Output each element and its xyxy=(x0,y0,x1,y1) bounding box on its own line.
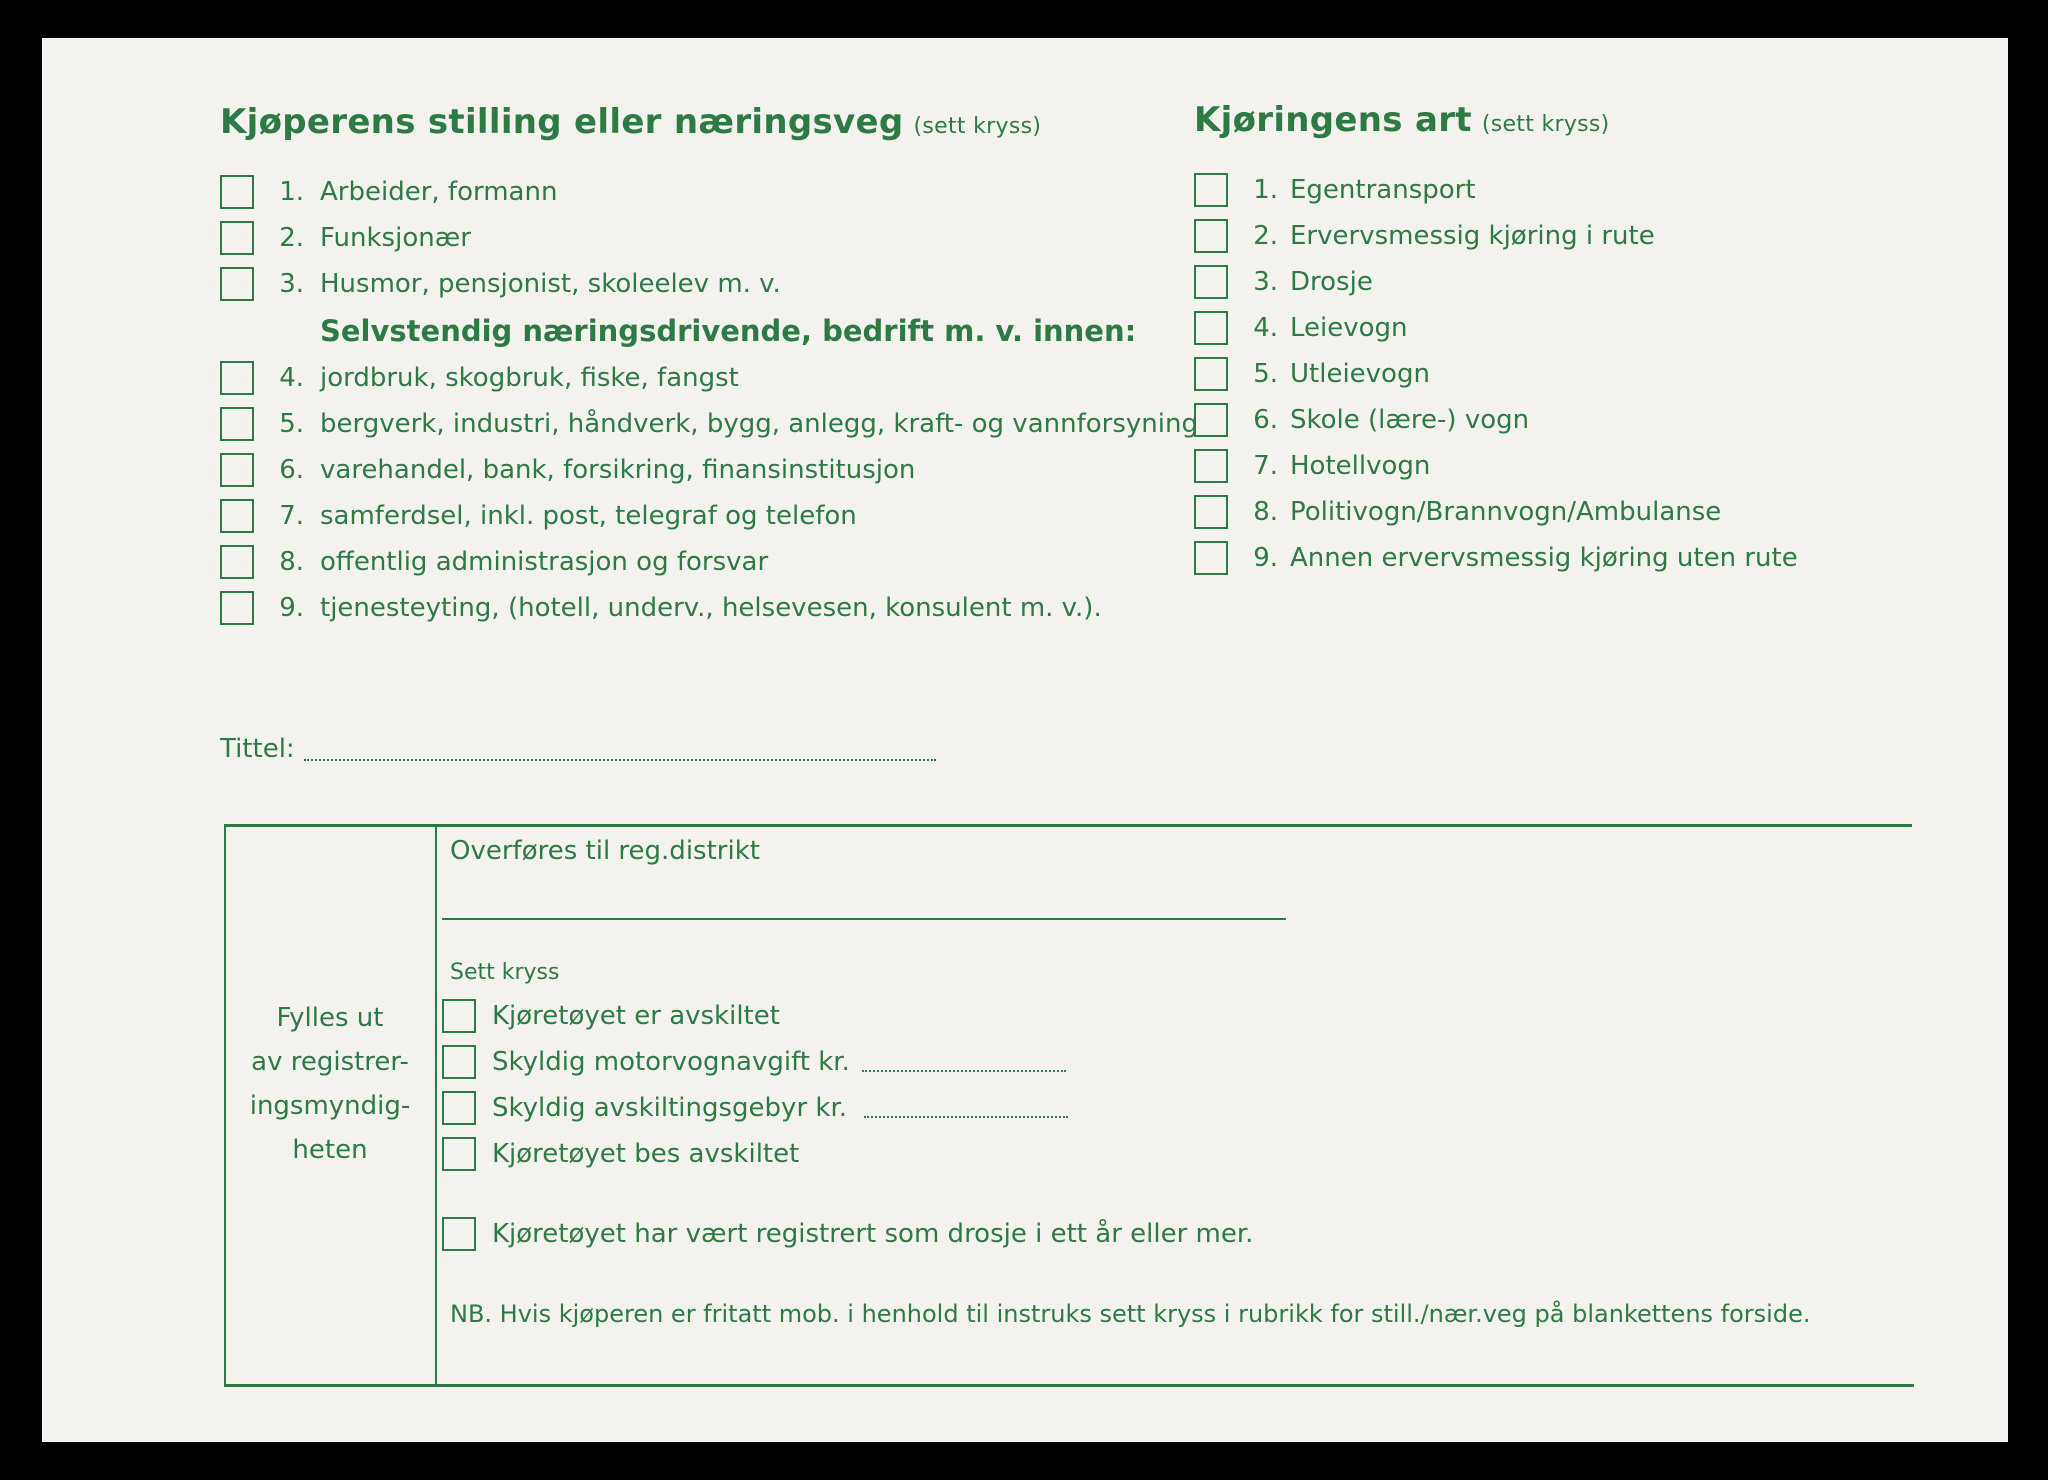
driving-option-1[interactable] xyxy=(1194,172,1894,208)
registry-box-bottom-border xyxy=(224,1384,1914,1387)
checkbox[interactable] xyxy=(442,1091,476,1125)
option-number: 3. xyxy=(1253,267,1278,297)
driving-option-8[interactable] xyxy=(1194,494,1894,530)
occupation-option-5[interactable] xyxy=(220,406,1220,442)
checkbox[interactable] xyxy=(1194,173,1228,207)
checkbox[interactable] xyxy=(1194,403,1228,437)
checkbox[interactable] xyxy=(220,175,254,209)
checkbox[interactable] xyxy=(1194,449,1228,483)
option-label: tjenesteyting, (hotell, underv., helsevesen, konsulent m. v.). xyxy=(320,593,1102,623)
check-label: Kjøretøyet er avskiltet xyxy=(492,1001,780,1031)
checkbox[interactable] xyxy=(442,1045,476,1079)
occupation-option-4[interactable] xyxy=(220,360,1220,396)
check-label: Skyldig avskiltingsgebyr kr. xyxy=(492,1093,848,1123)
checkbox[interactable] xyxy=(220,591,254,625)
driving-type-note: (sett kryss) xyxy=(1481,112,1610,137)
check-label: Kjøretøyet bes avskiltet xyxy=(492,1139,800,1169)
checkbox[interactable] xyxy=(220,499,254,533)
checkbox[interactable] xyxy=(220,221,254,255)
registry-box-divider xyxy=(435,824,437,1386)
option-number: 9. xyxy=(1253,543,1278,573)
checkbox[interactable] xyxy=(442,1217,476,1251)
transfer-district-input-line[interactable] xyxy=(442,918,1286,920)
buyer-occupation-heading xyxy=(220,102,1041,142)
checkbox[interactable] xyxy=(1194,495,1228,529)
option-number: 1. xyxy=(279,177,304,207)
transfer-district-label: Overføres til reg.distrikt xyxy=(450,836,760,866)
driving-option-9[interactable] xyxy=(1194,540,1894,576)
checkbox[interactable] xyxy=(442,1137,476,1171)
checkbox[interactable] xyxy=(1194,311,1228,345)
vehicle-tax-amount-line[interactable] xyxy=(862,1070,1066,1072)
option-number: 2. xyxy=(1253,221,1278,251)
self-employed-subheading: Selvstendig næringsdrivende, bedrift m. v. innen: xyxy=(320,314,1137,348)
occupation-option-6[interactable] xyxy=(220,452,1220,488)
option-number: 5. xyxy=(279,409,304,439)
registry-check-deregistered[interactable] xyxy=(442,998,1342,1034)
option-label: Hotellvogn xyxy=(1290,451,1431,481)
tittel-label: Tittel: xyxy=(220,734,295,764)
registry-check-deregistration-fee[interactable] xyxy=(442,1090,1342,1126)
nb-note: NB. Hvis kjøperen er fritatt mob. i henhold til instruks sett kryss i rubrikk for still./nær.veg på blankettens forside. xyxy=(450,1300,1811,1328)
checkbox[interactable] xyxy=(220,453,254,487)
driving-option-5[interactable] xyxy=(1194,356,1894,392)
checkbox[interactable] xyxy=(220,267,254,301)
option-label: bergverk, industri, håndverk, bygg, anlegg, kraft- og vannforsyning xyxy=(320,409,1198,439)
option-label: offentlig administrasjon og forsvar xyxy=(320,547,769,577)
driving-option-3[interactable] xyxy=(1194,264,1894,300)
option-number: 4. xyxy=(1253,313,1278,343)
checkbox[interactable] xyxy=(1194,219,1228,253)
sett-kryss-label: Sett kryss xyxy=(450,960,560,985)
option-label: Skole (lære-) vogn xyxy=(1290,405,1530,435)
driving-type-heading xyxy=(1194,100,1610,140)
occupation-option-8[interactable] xyxy=(220,544,1220,580)
option-label: Arbeider, formann xyxy=(320,177,558,207)
option-number: 1. xyxy=(1253,175,1278,205)
deregistration-fee-amount-line[interactable] xyxy=(864,1116,1068,1118)
driving-type-title: Kjøringens art xyxy=(1194,100,1472,140)
option-number: 7. xyxy=(279,501,304,531)
occupation-option-3[interactable] xyxy=(220,266,1120,302)
option-label: Leievogn xyxy=(1290,313,1408,343)
option-number: 6. xyxy=(279,455,304,485)
side-label-line: av registrer- xyxy=(251,1047,409,1077)
buyer-occupation-title: Kjøperens stilling eller næringsveg xyxy=(220,102,904,142)
option-number: 7. xyxy=(1253,451,1278,481)
side-label-line: heten xyxy=(292,1135,368,1165)
occupation-option-9[interactable] xyxy=(220,590,1220,626)
driving-option-4[interactable] xyxy=(1194,310,1894,346)
option-number: 8. xyxy=(279,547,304,577)
option-label: Husmor, pensjonist, skoleelev m. v. xyxy=(320,269,781,299)
registry-check-request-deregistration[interactable] xyxy=(442,1136,1342,1172)
option-number: 4. xyxy=(279,363,304,393)
side-label-line: ingsmyndig- xyxy=(249,1091,411,1121)
registry-authority-label xyxy=(226,996,434,1172)
occupation-option-1[interactable] xyxy=(220,174,1120,210)
option-number: 9. xyxy=(279,593,304,623)
buyer-occupation-note: (sett kryss) xyxy=(913,114,1042,139)
option-label: Politivogn/Brannvogn/Ambulanse xyxy=(1290,497,1722,527)
option-label: Utleievogn xyxy=(1290,359,1430,389)
checkbox[interactable] xyxy=(1194,357,1228,391)
driving-option-2[interactable] xyxy=(1194,218,1894,254)
registry-box-top-border xyxy=(224,824,1912,827)
registry-check-taxi-history[interactable] xyxy=(442,1216,1442,1252)
checkbox[interactable] xyxy=(1194,265,1228,299)
check-label: Skyldig motorvognavgift kr. xyxy=(492,1047,850,1077)
option-label: samferdsel, inkl. post, telegraf og telefon xyxy=(320,501,857,531)
option-label: Ervervsmessig kjøring i rute xyxy=(1290,221,1655,251)
check-label: Kjøretøyet har vært registrert som drosje i ett år eller mer. xyxy=(492,1219,1254,1249)
checkbox[interactable] xyxy=(220,545,254,579)
checkbox[interactable] xyxy=(220,407,254,441)
option-label: varehandel, bank, forsikring, finansinstitusjon xyxy=(320,455,916,485)
option-number: 5. xyxy=(1253,359,1278,389)
registry-check-vehicle-tax[interactable] xyxy=(442,1044,1342,1080)
option-label: Funksjonær xyxy=(320,223,471,253)
option-label: Egentransport xyxy=(1290,175,1476,205)
option-number: 8. xyxy=(1253,497,1278,527)
checkbox[interactable] xyxy=(220,361,254,395)
checkbox[interactable] xyxy=(1194,541,1228,575)
checkbox[interactable] xyxy=(442,999,476,1033)
occupation-option-2[interactable] xyxy=(220,220,1120,256)
occupation-option-7[interactable] xyxy=(220,498,1220,534)
tittel-input-line[interactable] xyxy=(304,759,936,761)
option-label: jordbruk, skogbruk, fiske, fangst xyxy=(320,363,739,393)
option-number: 3. xyxy=(279,269,304,299)
option-number: 6. xyxy=(1253,405,1278,435)
option-number: 2. xyxy=(279,223,304,253)
form-sheet xyxy=(42,38,2008,1442)
option-label: Annen ervervsmessig kjøring uten rute xyxy=(1290,543,1798,573)
option-label: Drosje xyxy=(1290,267,1373,297)
side-label-line: Fylles ut xyxy=(276,1003,384,1033)
driving-option-6[interactable] xyxy=(1194,402,1894,438)
driving-option-7[interactable] xyxy=(1194,448,1894,484)
